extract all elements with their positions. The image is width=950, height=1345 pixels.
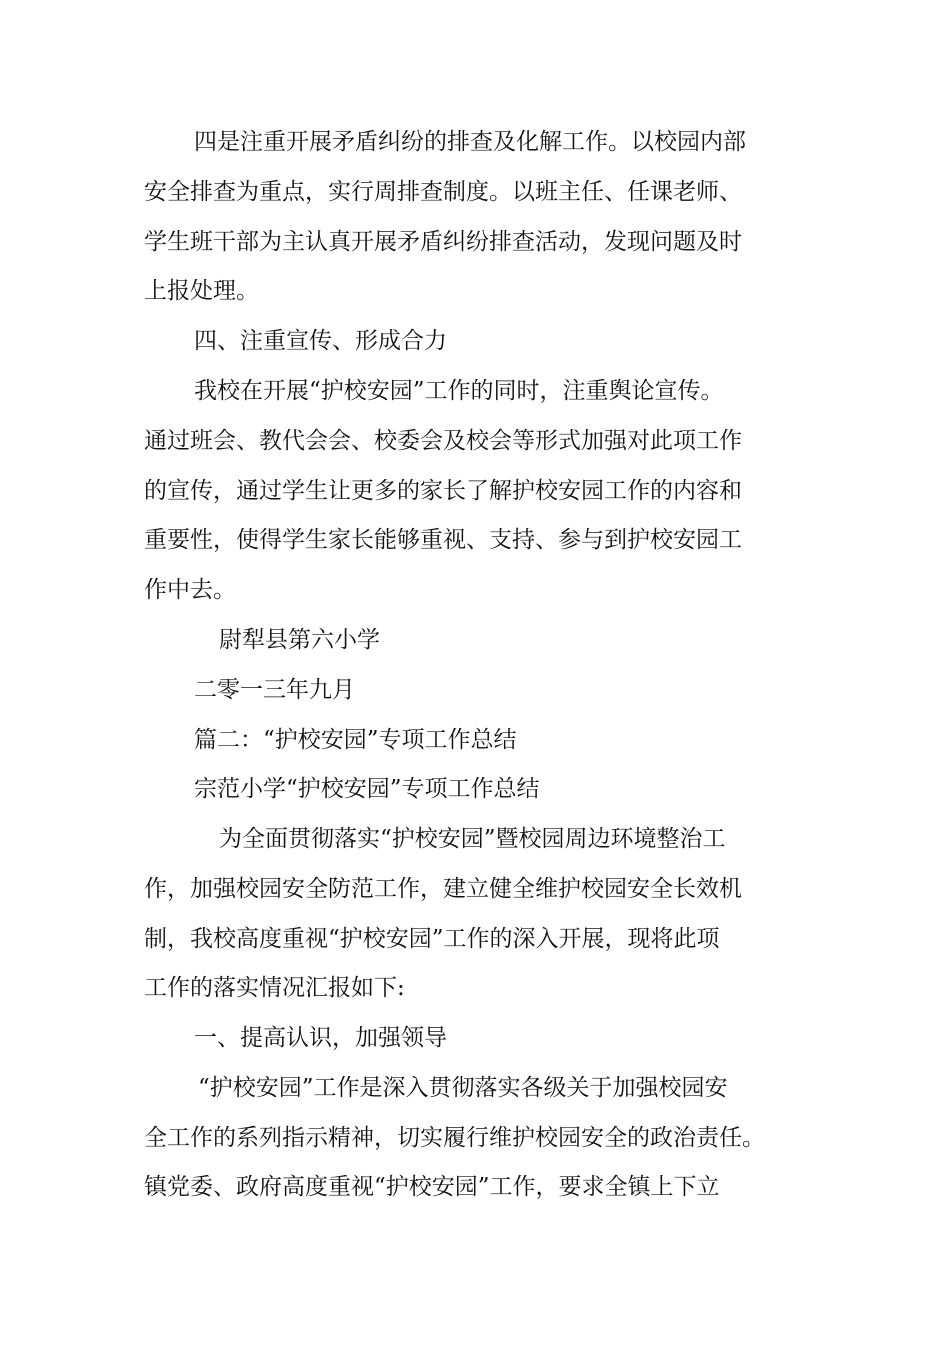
paragraph-line: 工作的落实情况汇报如下:: [144, 975, 405, 1001]
paragraph-line: “护校安园”工作是深入贯彻落实各级关于加强校园安: [198, 1075, 728, 1101]
section-heading: 一、提高认识，加强领导: [194, 1025, 447, 1051]
signature-date: 二零一三年九月: [194, 677, 355, 703]
paragraph-line: 重要性，使得学生家长能够重视、支持、参与到护校安园工: [144, 527, 742, 553]
paragraph-line: 作，加强校园安全防范工作，建立健全维护校园安全长效机: [144, 876, 742, 902]
paragraph-line: 的宣传，通过学生让更多的家长了解护校安园工作的内容和: [144, 478, 742, 504]
signature-school: 尉犁县第六小学: [219, 627, 380, 653]
paragraph-line: 镇党委、政府高度重视“护校安园”工作，要求全镇上下立: [144, 1174, 720, 1200]
article-subtitle: 宗范小学“护校安园”专项工作总结: [194, 776, 540, 802]
paragraph-line: 通过班会、教代会会、校委会及校会等形式加强对此项工作: [144, 428, 742, 454]
paragraph-line: 四是注重开展矛盾纠纷的排查及化解工作。以校园内部: [194, 129, 746, 155]
paragraph-line: 安全排查为重点，实行周排查制度。以班主任、任课老师、: [144, 179, 742, 205]
paragraph-line: 全工作的系列指示精神，切实履行维护校园安全的政治责任。: [144, 1125, 765, 1151]
section-heading: 四、注重宣传、形成合力: [194, 328, 447, 354]
paragraph-line: 上报处理。: [144, 278, 259, 304]
paragraph-line: 制，我校高度重视“护校安园”工作的深入开展，现将此项: [144, 926, 720, 952]
article-title: 篇二：“护校安园”专项工作总结: [194, 727, 517, 753]
paragraph-line: 作中去。: [144, 577, 236, 603]
paragraph-line: 学生班干部为主认真开展矛盾纠纷排查活动，发现问题及时: [144, 229, 742, 255]
paragraph-line: 我校在开展“护校安园”工作的同时，注重舆论宣传。: [194, 378, 724, 404]
paragraph-line: 为全面贯彻落实“护校安园”暨校园周边环境整治工: [219, 826, 726, 852]
